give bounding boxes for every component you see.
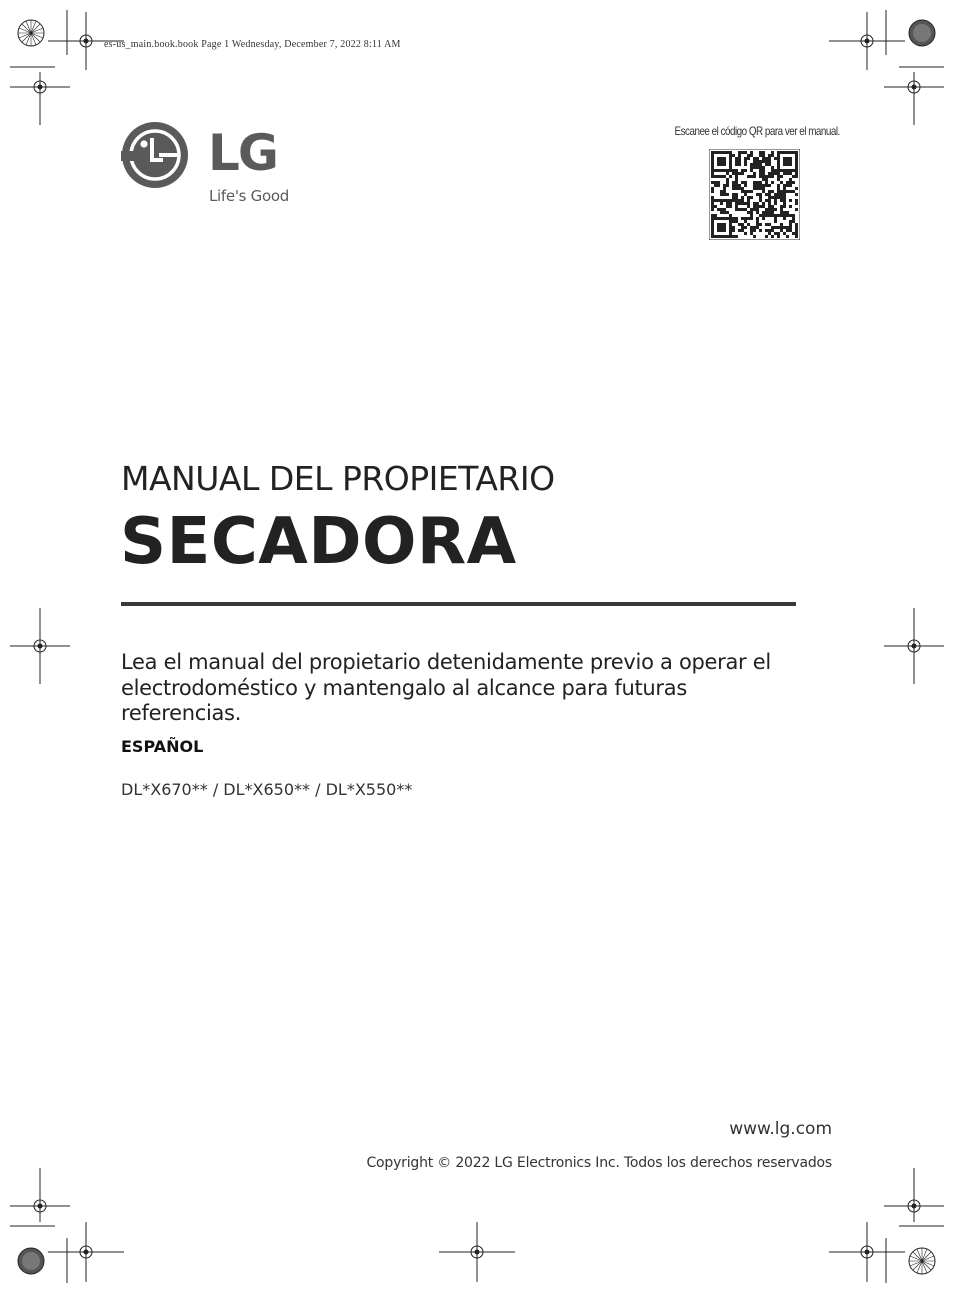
starburst-mark-br [909,1248,935,1274]
starburst-mark-tr [909,20,935,46]
model-numbers: DL*X670** / DL*X650** / DL*X550** [121,780,413,799]
product-title: SECADORA [120,505,517,579]
qr-code-icon[interactable] [709,149,800,240]
brand-tagline: Life's Good [209,187,289,205]
print-header: es-us_main.book.book Page 1 Wednesday, December 7, 2022 8:11 AM [104,39,401,50]
language-label: ESPAÑOL [121,737,204,756]
registration-crosshairs [10,12,944,1282]
website-link[interactable]: www.lg.com [729,1119,832,1139]
document-type: MANUAL DEL PROPIETARIO [121,459,555,498]
starburst-mark-bl [18,1248,44,1274]
intro-text: Lea el manual del propietario detenidamente previo a operar el electrodoméstico y mantengalo al alcance para futuras referencias. [121,650,771,725]
qr-caption: Escanee el código QR para ver el manual. [674,124,840,138]
title-divider [121,602,796,606]
starburst-mark-tl [18,20,44,46]
lg-logo-icon [121,121,189,189]
brand-wordmark: LG [208,124,277,182]
copyright-notice: Copyright © 2022 LG Electronics Inc. Todos los derechos reservados [366,1155,832,1171]
